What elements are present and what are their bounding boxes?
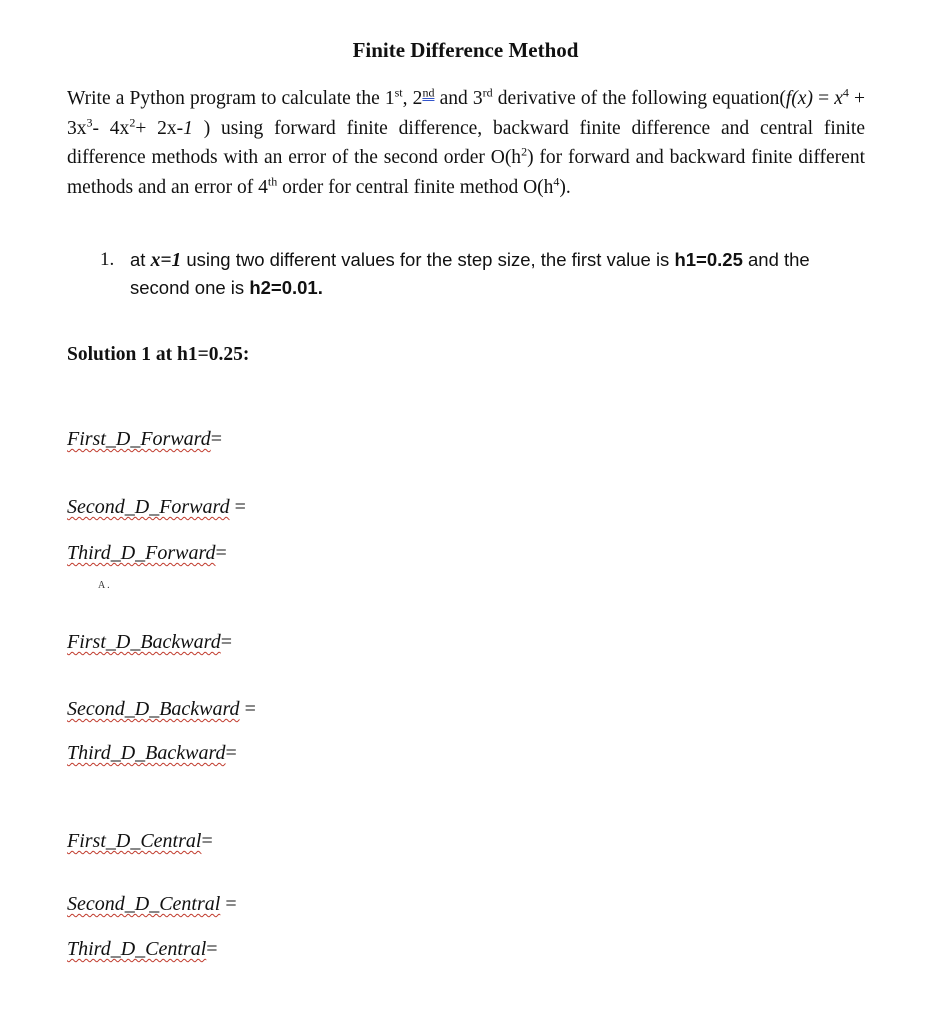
equals-sign: =	[220, 893, 237, 915]
answer-label: Third_D_Forward	[67, 542, 216, 564]
superscript: 3	[86, 115, 93, 129]
step-size-h1: h1=0.25	[674, 249, 743, 270]
equals-sign: =	[210, 428, 223, 450]
answer-line-second-backward	[67, 698, 256, 721]
intro-text: =	[812, 88, 835, 109]
constant-one: 1	[183, 117, 193, 139]
answer-label: First_D_Forward	[67, 428, 211, 450]
answer-label: First_D_Central	[67, 830, 202, 852]
answer-label: Second_D_Backward	[67, 698, 240, 720]
answer-line-second-central	[67, 893, 237, 916]
intro-text: + 2x-	[135, 117, 184, 139]
equals-sign: =	[225, 742, 237, 764]
superscript: 4	[842, 85, 849, 100]
intro-text: ) using forward finite difference, backward finite difference and central finite difference methods with an error of the second order O(h	[67, 117, 865, 168]
page-title: Finite Difference Method	[352, 38, 579, 62]
function-symbol: f(x)	[785, 88, 813, 109]
answer-line-third-backward	[67, 742, 237, 765]
superscript: 2	[521, 144, 528, 159]
equals-sign: =	[220, 631, 232, 653]
equals-sign: =	[239, 698, 256, 720]
list-item-text	[130, 246, 870, 301]
answer-label: First_D_Backward	[67, 631, 221, 653]
superscript: st	[394, 85, 403, 100]
intro-text: ).	[559, 176, 571, 198]
equals-sign: =	[215, 542, 227, 564]
problem-statement	[67, 84, 865, 202]
intro-text: Write a Python program to calculate the 1	[67, 88, 395, 109]
answer-label: Second_D_Forward	[67, 496, 230, 518]
list-text: and the second one is	[130, 249, 810, 298]
intro-text: and 3	[434, 88, 483, 109]
solution-heading: Solution 1 at h1=0.25:	[67, 344, 250, 365]
superscript: 2	[129, 115, 136, 129]
answer-line-first-central	[67, 830, 213, 853]
intro-text: - 4x	[92, 117, 130, 139]
answer-label: Second_D_Central	[67, 893, 221, 915]
answer-line-first-forward	[67, 428, 222, 451]
superscript: nd	[422, 85, 435, 100]
intro-text: order for central finite method O(h	[277, 176, 554, 198]
superscript: th	[267, 174, 278, 188]
answer-line-first-backward	[67, 631, 232, 654]
stray-mark: A .	[98, 580, 110, 591]
intro-text: + 3x	[67, 88, 866, 139]
x-value: x=1	[150, 250, 182, 271]
step-size-h2: h2=0.01.	[249, 277, 323, 298]
numbered-list-item	[100, 246, 870, 301]
superscript: 4	[553, 174, 560, 188]
answer-line-third-forward	[67, 542, 227, 565]
equals-sign: =	[201, 830, 213, 852]
answer-label: Third_D_Backward	[67, 742, 226, 764]
intro-text: , 2	[402, 88, 423, 109]
variable-x: x	[834, 88, 843, 109]
equals-sign: =	[206, 938, 218, 960]
answer-line-third-central	[67, 938, 218, 961]
answer-label: Third_D_Central	[67, 938, 207, 960]
list-text: using two different values for the step size, the first value is	[181, 249, 675, 270]
superscript: rd	[482, 85, 493, 100]
list-text: at	[130, 249, 151, 270]
equals-sign: =	[229, 496, 246, 518]
list-number: 1.	[100, 249, 115, 270]
intro-text: ) for forward and backward finite different methods and an error of 4	[67, 147, 865, 198]
intro-text: derivative of the following equation(	[492, 88, 786, 109]
answer-line-second-forward	[67, 496, 246, 519]
